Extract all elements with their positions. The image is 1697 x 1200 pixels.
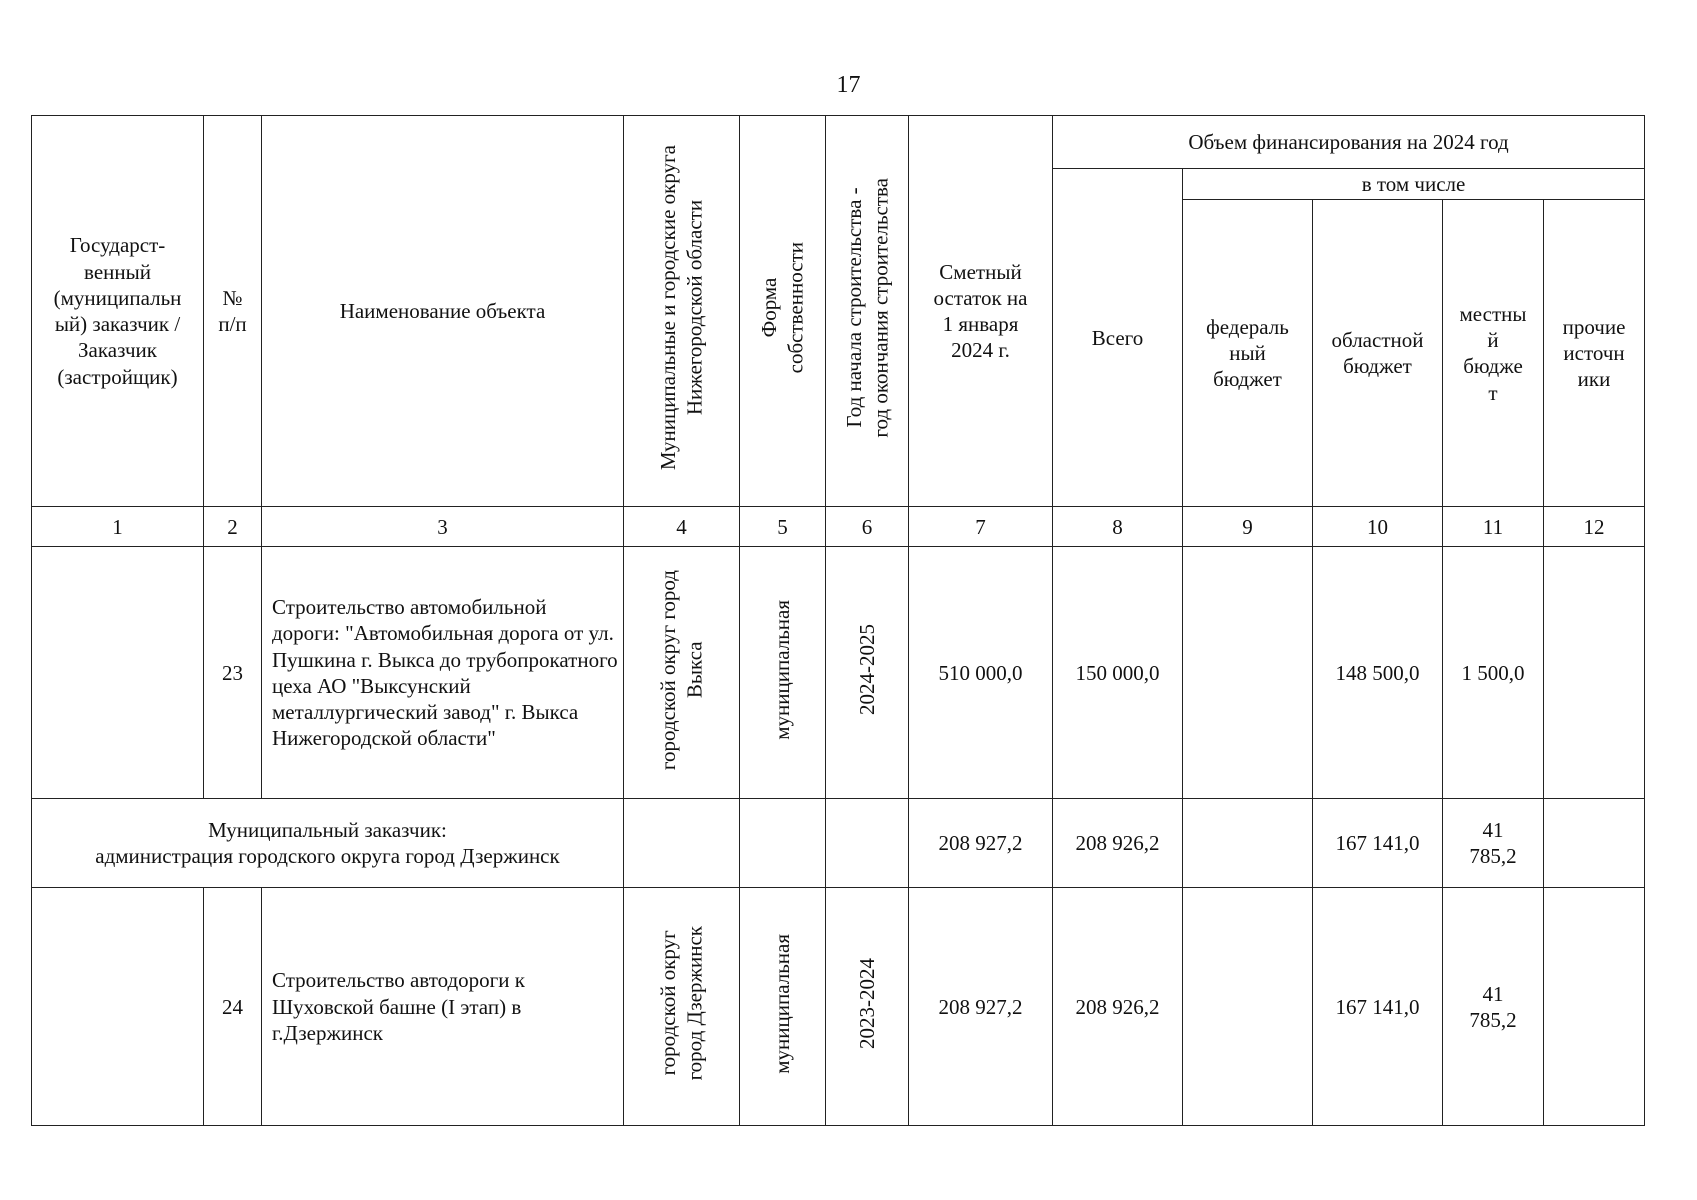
column-number: 7 — [909, 507, 1053, 547]
local-value: 41 785,2 — [1443, 888, 1544, 1126]
column-number: 8 — [1053, 507, 1183, 547]
estimate-value: 208 927,2 — [909, 888, 1053, 1126]
ownership-cell — [740, 888, 826, 1126]
table-row-24 — [32, 888, 1645, 1126]
header-regional: областной бюджет — [1313, 200, 1443, 507]
column-number: 4 — [624, 507, 740, 547]
column-number-row — [32, 507, 1645, 547]
header-total: Всего — [1053, 169, 1183, 507]
municipality-cell — [624, 888, 740, 1126]
header-object-name: Наименование объекта — [262, 116, 624, 507]
header-years — [826, 116, 909, 507]
header-estimate: Сметный остаток на 1 января 2024 г. — [909, 116, 1053, 507]
header-customer: Государст- венный (муниципальн ый) заказчик / Заказчик (застройщик) — [32, 116, 204, 507]
estimate-value: 510 000,0 — [909, 547, 1053, 799]
column-number: 2 — [204, 507, 262, 547]
row-number: 23 — [204, 547, 262, 799]
total-value: 208 926,2 — [1053, 888, 1183, 1126]
federal-value — [1183, 799, 1313, 888]
object-name: Строительство автомобильной дороги: "Автомобильная дорога от ул. Пушкина г. Выкса до трубопрокатного цеха АО "Выксунский металлургический завод" г. Выкса Нижегородской области" — [262, 547, 624, 799]
municipality-cell — [624, 547, 740, 799]
federal-value — [1183, 888, 1313, 1126]
other-value — [1544, 888, 1645, 1126]
column-number: 3 — [262, 507, 624, 547]
column-number: 9 — [1183, 507, 1313, 547]
header-ownership-text: Форма собственности — [757, 242, 808, 374]
empty-cell — [740, 799, 826, 888]
header-including: в том числе — [1183, 169, 1645, 200]
regional-value: 167 141,0 — [1313, 888, 1443, 1126]
header-federal: федераль ный бюджет — [1183, 200, 1313, 507]
total-value: 150 000,0 — [1053, 547, 1183, 799]
ownership-cell — [740, 547, 826, 799]
local-value: 1 500,0 — [1443, 547, 1544, 799]
years-text: 2024-2025 — [854, 624, 879, 716]
header-years-text: Год начала строительства - год окончания строительства — [841, 178, 892, 438]
header-municipality — [624, 116, 740, 507]
other-value — [1544, 547, 1645, 799]
ownership-text: муниципальная — [770, 599, 795, 740]
header-num: № п/п — [204, 116, 262, 507]
column-number: 10 — [1313, 507, 1443, 547]
subtotal-customer-label: Муниципальный заказчик: администрация городского округа город Дзержинск — [32, 799, 624, 888]
empty-cell — [624, 799, 740, 888]
regional-value: 148 500,0 — [1313, 547, 1443, 799]
subtotal-row — [32, 799, 1645, 888]
header-row-1 — [32, 116, 1645, 169]
column-number: 1 — [32, 507, 204, 547]
column-number: 12 — [1544, 507, 1645, 547]
column-number: 6 — [826, 507, 909, 547]
estimate-value: 208 927,2 — [909, 799, 1053, 888]
column-number: 11 — [1443, 507, 1544, 547]
page-number: 17 — [836, 72, 861, 98]
total-value: 208 926,2 — [1053, 799, 1183, 888]
regional-value: 167 141,0 — [1313, 799, 1443, 888]
years-cell — [826, 547, 909, 799]
municipality-text: городской округ город Выкса — [656, 569, 707, 770]
column-number: 5 — [740, 507, 826, 547]
table-row-23 — [32, 547, 1645, 799]
header-municipality-text: Муниципальные и городские округа Нижегородской области — [656, 145, 707, 471]
local-value: 41 785,2 — [1443, 799, 1544, 888]
investment-table — [31, 115, 1645, 1126]
header-local: местны й бюдже т — [1443, 200, 1544, 507]
header-ownership — [740, 116, 826, 507]
municipality-text: городской округ город Дзержинск — [656, 926, 707, 1081]
object-name: Строительство автодороги к Шуховской башне (I этап) в г.Дзержинск — [262, 888, 624, 1126]
header-other: прочие источн ики — [1544, 200, 1645, 507]
empty-cell — [826, 799, 909, 888]
other-value — [1544, 799, 1645, 888]
federal-value — [1183, 547, 1313, 799]
customer-cell — [32, 547, 204, 799]
row-number: 24 — [204, 888, 262, 1126]
years-cell — [826, 888, 909, 1126]
ownership-text: муниципальная — [770, 933, 795, 1074]
customer-cell — [32, 888, 204, 1126]
years-text: 2023-2024 — [854, 958, 879, 1050]
header-funding-title: Объем финансирования на 2024 год — [1053, 116, 1645, 169]
